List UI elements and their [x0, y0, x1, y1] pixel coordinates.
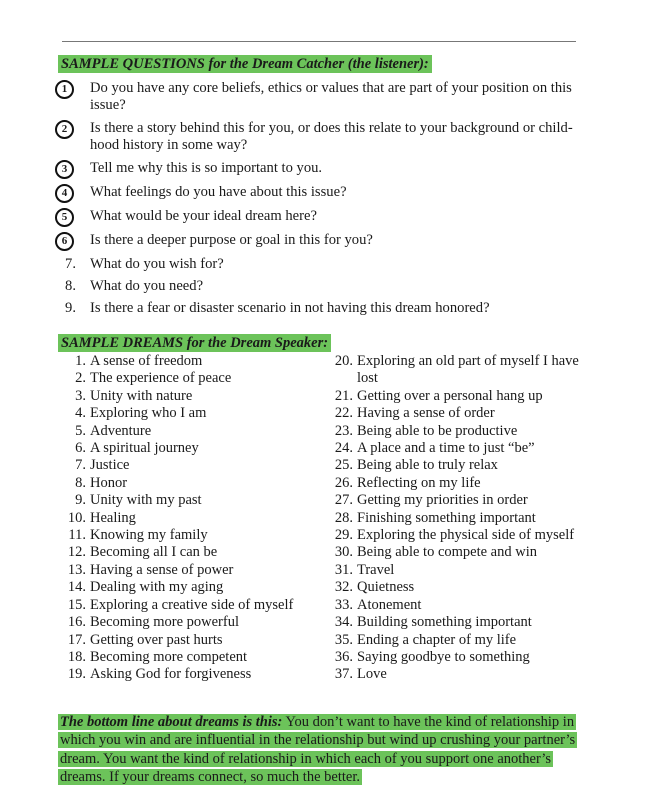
questions-heading: SAMPLE QUESTIONS for the Dream Catcher (the listener): — [58, 55, 432, 73]
dream-text: Knowing my family — [90, 527, 208, 544]
question-number-text: 9. — [65, 300, 76, 316]
dreams-heading: SAMPLE DREAMS for the Dream Speaker: — [58, 334, 331, 352]
question-number-text: 7. — [65, 256, 76, 272]
dream-number: 28. — [334, 509, 353, 526]
dreams-column-1 — [56, 353, 316, 684]
dream-text: A place and a time to just “be” — [357, 440, 535, 457]
dream-number: 32. — [334, 579, 353, 596]
dream-item — [323, 632, 583, 649]
dream-text: Exploring who I am — [90, 405, 207, 422]
dream-text: Saying goodbye to something — [357, 648, 530, 665]
dream-item — [56, 666, 316, 683]
question-text: What do you need? — [90, 278, 204, 294]
circled-number: 1 — [55, 80, 74, 99]
dream-item — [56, 353, 316, 370]
question-text: Tell me why this is so important to you. — [90, 160, 323, 176]
dream-text: A spiritual journey — [90, 440, 199, 457]
dream-item — [323, 579, 583, 596]
question-text: Is there a fear or disaster scenario in not having this dream honored? — [90, 300, 490, 316]
dream-number: 7. — [75, 457, 86, 474]
question-item — [56, 184, 576, 203]
circled-number: 4 — [55, 184, 74, 203]
dream-number: 33. — [334, 596, 353, 613]
question-text: Do you have any core beliefs, ethics or values that are part of your position on this issue? — [90, 80, 572, 113]
dream-text: The experience of peace — [90, 370, 232, 387]
question-text: Is there a story behind this for you, or does this relate to your background or child-hood history in some way? — [90, 120, 573, 153]
dream-item — [56, 510, 316, 527]
dream-text: Love — [357, 666, 387, 683]
question-number — [56, 208, 90, 227]
dream-text: Exploring an old part of myself I have lost — [357, 353, 579, 387]
dream-item — [56, 440, 316, 457]
dream-number: 26. — [334, 474, 353, 491]
dream-text: A sense of freedom — [90, 353, 203, 369]
dream-item — [323, 527, 583, 544]
dream-number: 31. — [334, 561, 353, 578]
dream-text: Adventure — [90, 422, 152, 439]
dream-item — [323, 544, 583, 561]
dream-number: 36. — [334, 648, 353, 665]
dream-item — [56, 423, 316, 440]
question-text: What would be your ideal dream here? — [90, 208, 317, 224]
circled-number: 6 — [55, 232, 74, 251]
dream-item — [323, 666, 583, 683]
dream-item — [323, 475, 583, 492]
dream-number: 29. — [334, 527, 353, 544]
dream-number: 25. — [334, 457, 353, 474]
dream-text: Getting over a personal hang up — [357, 387, 543, 404]
question-number-text: 8. — [65, 278, 76, 294]
question-number — [56, 80, 90, 114]
bottom-line-paragraph — [58, 713, 578, 787]
dream-text: Ending a chapter of my life — [357, 631, 517, 648]
question-item — [56, 208, 576, 227]
dream-number: 2. — [75, 370, 86, 387]
dream-text: Unity with nature — [90, 387, 193, 404]
dream-item — [323, 510, 583, 527]
dream-number: 23. — [334, 422, 353, 439]
dream-item — [56, 614, 316, 631]
dream-text: Justice — [90, 457, 130, 474]
dream-number: 20. — [334, 353, 353, 369]
dream-number: 10. — [67, 509, 86, 526]
circled-number: 5 — [55, 208, 74, 227]
dream-number: 35. — [334, 631, 353, 648]
dream-text: Being able to compete and win — [357, 544, 537, 561]
dream-item — [323, 388, 583, 405]
dream-item — [56, 492, 316, 509]
question-item — [56, 278, 576, 295]
dream-number: 17. — [67, 631, 86, 648]
dream-text: Healing — [90, 509, 136, 526]
dream-item — [323, 457, 583, 474]
dream-text: Becoming more powerful — [90, 614, 239, 631]
dream-item — [323, 492, 583, 509]
dream-number: 5. — [75, 422, 86, 439]
dream-item — [56, 632, 316, 649]
dream-text: Becoming all I can be — [90, 544, 218, 561]
dream-number: 1. — [75, 353, 86, 369]
dream-item — [56, 405, 316, 422]
dream-item — [323, 440, 583, 457]
question-number — [56, 232, 90, 251]
dream-text: Asking God for forgiveness — [90, 666, 252, 683]
dream-text: Being able to be productive — [357, 422, 518, 439]
dream-item — [323, 597, 583, 614]
dream-item — [323, 649, 583, 666]
dream-text: Dealing with my aging — [90, 579, 224, 596]
question-text: Is there a deeper purpose or goal in this for you? — [90, 232, 373, 248]
dream-item — [56, 544, 316, 561]
dream-number: 11. — [68, 527, 86, 544]
dream-text: Finishing something important — [357, 509, 536, 526]
dream-text: Building something important — [357, 614, 532, 631]
dream-item — [56, 527, 316, 544]
dream-number: 24. — [334, 440, 353, 457]
question-text: What do you wish for? — [90, 256, 224, 272]
dream-item — [56, 649, 316, 666]
dream-number: 14. — [67, 579, 86, 596]
dreams-column-2 — [323, 353, 583, 684]
dream-item — [56, 370, 316, 387]
dream-item — [56, 562, 316, 579]
dream-item — [323, 405, 583, 422]
question-item — [56, 256, 576, 273]
dream-item — [56, 457, 316, 474]
question-item — [56, 232, 576, 251]
dream-item — [56, 579, 316, 596]
dream-number: 34. — [334, 614, 353, 631]
question-number — [56, 300, 90, 317]
dream-text: Having a sense of order — [357, 405, 495, 422]
dream-number: 27. — [334, 492, 353, 509]
question-item — [56, 80, 576, 114]
dream-item — [323, 614, 583, 631]
dream-number: 9. — [75, 492, 86, 509]
dream-text: Exploring a creative side of myself — [90, 596, 294, 613]
dream-number: 16. — [67, 614, 86, 631]
dream-number: 4. — [75, 405, 86, 422]
question-number — [56, 256, 90, 273]
questions-list — [56, 80, 576, 322]
bottom-line-text: You don’t want to have the kind of relationship in which you win and are influential in the relationship but wind up crushing your partner’s dream. You want the kind of relationship in which each of you support one another’s dreams. If your dreams connect, so much the better. — [60, 714, 576, 786]
question-number — [56, 278, 90, 295]
dream-text: Getting over past hurts — [90, 631, 223, 648]
dream-text: Exploring the physical side of myself — [357, 527, 575, 544]
dream-number: 21. — [334, 387, 353, 404]
dream-text: Atonement — [357, 596, 422, 613]
dream-text: Having a sense of power — [90, 561, 234, 578]
dream-text: Travel — [357, 561, 395, 578]
dream-number: 19. — [67, 666, 86, 683]
question-item — [56, 120, 576, 154]
dream-item — [323, 423, 583, 440]
question-number — [56, 120, 90, 154]
circled-number: 2 — [55, 120, 74, 139]
dream-item — [56, 597, 316, 614]
dream-number: 37. — [334, 666, 353, 683]
bottom-line-lead: The bottom line about dreams is this: — [60, 714, 283, 730]
question-number — [56, 184, 90, 203]
question-item — [56, 300, 576, 317]
dream-number: 22. — [334, 405, 353, 422]
dream-item — [56, 388, 316, 405]
dream-number: 12. — [67, 544, 86, 561]
dream-number: 6. — [75, 440, 86, 457]
top-rule — [62, 41, 576, 42]
dream-number: 18. — [67, 648, 86, 665]
dream-number: 30. — [334, 544, 353, 561]
dream-number: 13. — [67, 561, 86, 578]
dream-text: Unity with my past — [90, 492, 202, 509]
dream-item — [56, 475, 316, 492]
dream-number: 15. — [67, 596, 86, 613]
dream-item — [323, 353, 583, 388]
dream-item — [323, 562, 583, 579]
dream-number: 3. — [75, 387, 86, 404]
dream-text: Being able to truly relax — [357, 457, 498, 474]
dream-number: 8. — [75, 474, 86, 491]
dream-text: Getting my priorities in order — [357, 492, 528, 509]
question-text: What feelings do you have about this issue? — [90, 184, 347, 200]
dream-text: Quietness — [357, 579, 415, 596]
question-number — [56, 160, 90, 179]
question-item — [56, 160, 576, 179]
dream-text: Becoming more competent — [90, 648, 248, 665]
dream-text: Reflecting on my life — [357, 474, 481, 491]
dream-text: Honor — [90, 474, 128, 491]
circled-number: 3 — [55, 160, 74, 179]
